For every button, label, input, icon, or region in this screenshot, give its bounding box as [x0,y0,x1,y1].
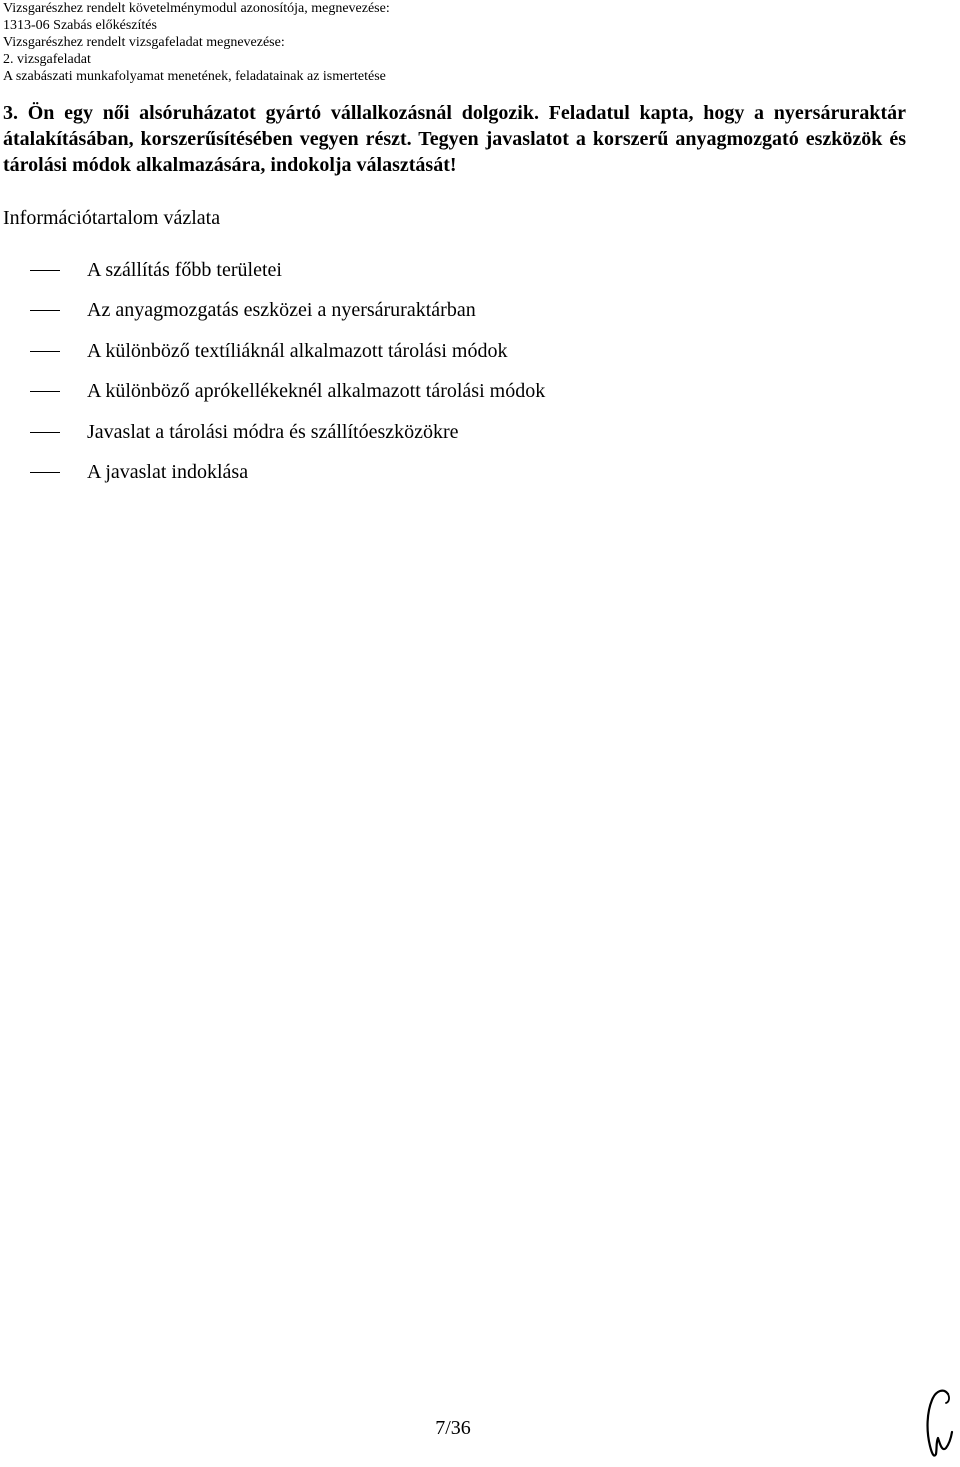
list-item-text: A különböző aprókellékeknél alkalmazott tárolási módok [87,380,546,403]
task-description: 3. Ön egy női alsóruházatot gyártó vállalkozásnál dolgozik. Feladatul kapta, hogy a nyersáruraktár átalakításában, korszerűsítésében vegyen részt. Tegyen javaslatot a korszerű anyagmozgató eszközök és tárolási módok alkalmazására, indokolja választását! [3,102,906,176]
list-item-text: Az anyagmozgatás eszközei a nyersáruraktárban [87,299,476,322]
outline-title: Információtartalom vázlata [3,207,221,229]
list-item-text: A javaslat indoklása [87,460,249,483]
header-task-label: Vizsgarészhez rendelt vizsgafeladat megnevezése: [3,35,285,50]
dash-bullet [30,391,60,392]
dash-bullet [30,432,60,433]
list-item-text: A szállítás főbb területei [87,259,282,281]
dash-bullet [30,270,60,271]
dash-bullet [30,472,60,473]
list-item-text: Javaslat a tárolási módra és szállítóeszközökre [87,420,459,443]
header-module-name: 1313-06 Szabás előkészítés [3,18,157,33]
header-task-name: A szabászati munkafolyamat menetének, feladatainak az ismertetése [3,69,386,84]
dash-bullet [30,310,60,311]
dash-bullet [30,351,60,352]
document-header [3,0,390,85]
header-module-label: Vizsgarészhez rendelt követelménymodul azonosítója, megnevezése: [3,1,390,16]
list-item-text: A különböző textíliáknál alkalmazott tárolási módok [87,339,508,362]
signature-mark [922,1386,956,1467]
header-task-number: 2. vizsgafeladat [3,52,91,67]
page-number: 7/36 [435,1417,471,1439]
